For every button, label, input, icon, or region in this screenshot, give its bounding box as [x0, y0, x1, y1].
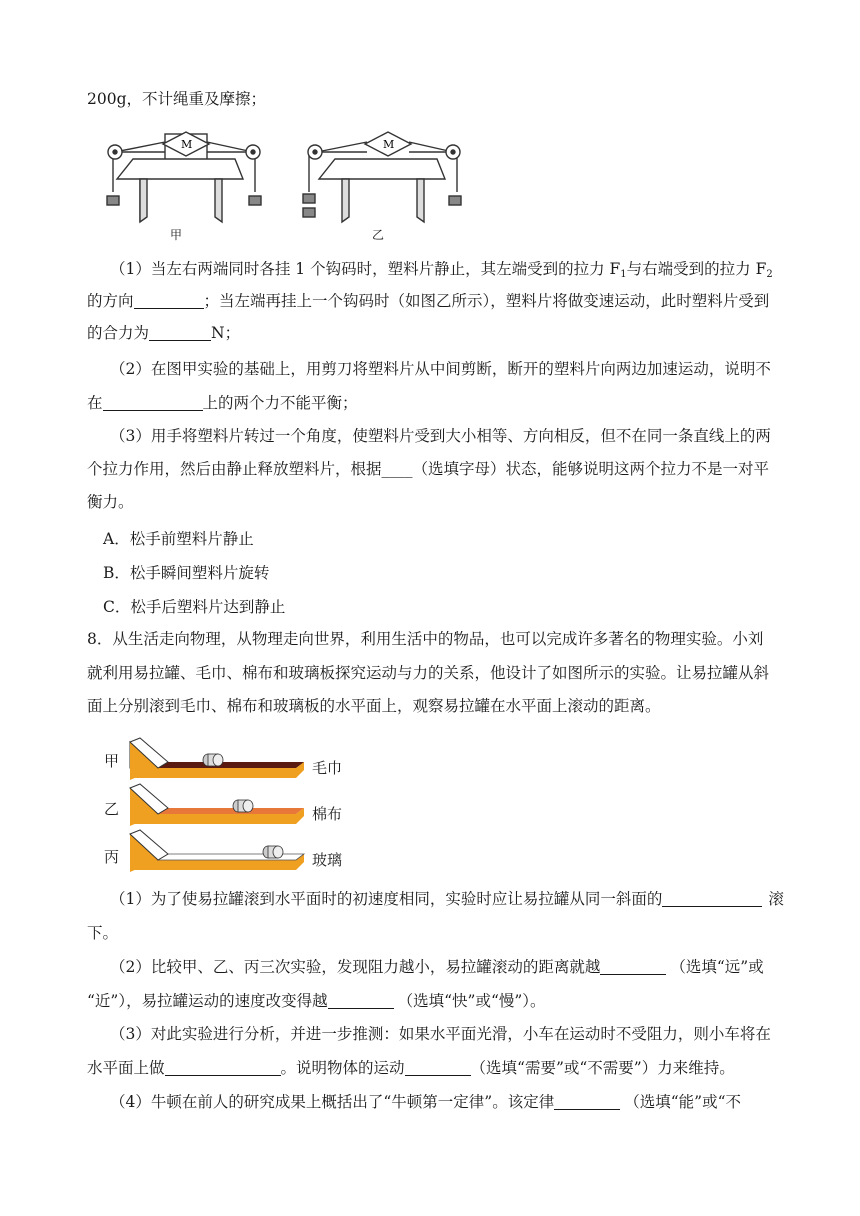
q8-part2-line1: （2）比较甲、乙、丙三次实验，发现阻力越小，易拉罐滚动的距离就越 （选填“远”或 — [110, 958, 764, 976]
surface-label-glass: 玻璃 — [312, 851, 343, 869]
pulley-table-figure — [95, 122, 475, 242]
answer-blank-direction[interactable] — [134, 292, 204, 309]
ramp-row-towel — [130, 738, 304, 780]
q8-part2-line2: “近”），易拉罐运动的速度改变得越 （选填“快”或“慢”）。 — [87, 992, 546, 1010]
q8-stem-line1: 8．从生活走向物理，从物理走向世界，利用生活中的物品，也可以完成许多著名的物理实验。小刘 — [87, 630, 764, 648]
intro-text: 200g，不计绳重及摩擦； — [87, 90, 267, 108]
block-label-right: M — [383, 138, 395, 151]
q8-part1-line2: 下。 — [87, 924, 119, 942]
ramp-row-glass — [130, 830, 304, 872]
q8-part3-line1: （3）对此实验进行分析，并进一步推测：如果水平面光滑，小车在运动时不受阻力，则小车将在 — [110, 1025, 771, 1043]
q7-part1-line2: 的方向 ；当左端再挂上一个钩码时（如图乙所示），塑料片将做变速运动，此时塑料片受到 — [87, 292, 770, 310]
q7-part2-line1: （2）在图甲实验的基础上，用剪刀将塑料片从中间剪断，断开的塑料片向两边加速运动，说明不 — [110, 360, 771, 378]
figure-caption-yi: 乙 — [372, 228, 385, 242]
answer-blank-verify[interactable] — [554, 1093, 620, 1110]
answer-blank-position[interactable] — [662, 890, 762, 907]
ramp-row-cotton — [130, 784, 304, 826]
q7-part3-line2: 个拉力作用，然后由静止释放塑料片，根据____（选填字母）状态，能够说明这两个拉力不是一对平 — [87, 460, 770, 478]
q7-part3-line3: 衡力。 — [87, 493, 134, 511]
q7-part2-line2: 在 上的两个力不能平衡； — [87, 394, 358, 412]
q7-part1-line3: 的合力为 N； — [87, 324, 241, 342]
option-b: B．松手瞬间塑料片旋转 — [103, 564, 270, 582]
surface-label-cotton: 棉布 — [312, 805, 343, 823]
row-tag-jia: 甲 — [104, 752, 120, 770]
figure-caption-jia: 甲 — [170, 228, 183, 242]
row-tag-bing: 丙 — [104, 848, 120, 866]
row-tag-yi: 乙 — [104, 800, 120, 818]
answer-blank-speed-change[interactable] — [328, 992, 394, 1009]
q7-part1-line1: （1）当左右两端同时各挂 1 个钩码时，塑料片静止，其左端受到的拉力 $F_1$与右端受到的拉力 $F_2$ — [110, 260, 773, 280]
q8-stem-line3: 面上分别滚到毛巾、棉布和玻璃板的水平面上，观察易拉罐在水平面上滚动的距离。 — [87, 697, 661, 715]
option-c: C．松手后塑料片达到静止 — [103, 598, 286, 616]
answer-blank-condition[interactable] — [103, 394, 203, 411]
q8-part1-line1: （1）为了使易拉罐滚到水平面时的初速度相同，实验时应让易拉罐从同一斜面的 滚 — [110, 890, 784, 908]
answer-blank-need-force[interactable] — [405, 1059, 471, 1076]
q7-part3-line1: （3）用手将塑料片转过一个角度，使塑料片受到大小相等、方向相反，但不在同一条直线上的两 — [110, 427, 771, 445]
block-label-left: M — [181, 138, 193, 151]
q8-part4-line1: （4）牛顿在前人的研究成果上概括出了“牛顿第一定律”。该定律 （选填“能”或“不 — [110, 1093, 741, 1111]
answer-blank-distance[interactable] — [600, 958, 666, 975]
q8-stem-line2: 就利用易拉罐、毛巾、棉布和玻璃板探究运动与力的关系，他设计了如图所示的实验。让易拉罐从斜 — [87, 664, 770, 682]
answer-blank-net-force[interactable] — [149, 324, 211, 341]
q8-part3-line2: 水平面上做 。说明物体的运动 （选填“需要”或“不需要”）力来维持。 — [87, 1059, 735, 1077]
answer-blank-motion[interactable] — [165, 1059, 281, 1076]
surface-label-towel: 毛巾 — [312, 759, 343, 777]
option-a: A．松手前塑料片静止 — [103, 530, 254, 548]
